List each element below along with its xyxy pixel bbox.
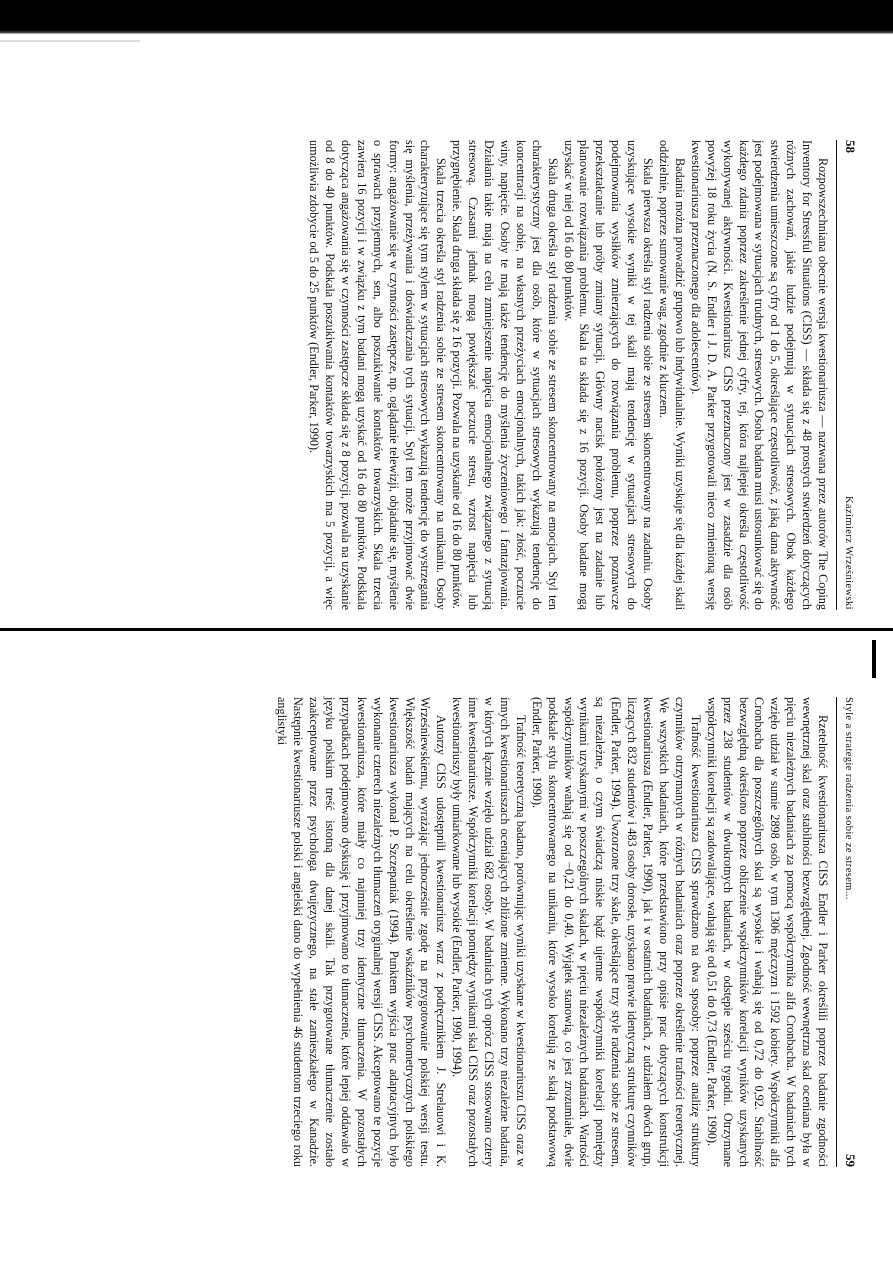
- page-separator: [0, 628, 893, 631]
- paragraph: Skala trzecia określa styl radzenia sobie ze stresem skoncentrowany na unikaniu. Osoby charakteryzujące się tym stylem w sytuacjach stresowych wykazują tendencję do wystrzegania się myślenia, przeżywania i doświadczania tych sytuacji. Styl ten może przyjmować dwie formy: angażowanie się w czynności zastępcze, np. oglądanie telewizji, objadanie się, myślenie o sprawach przyjemnych, sen, albo poszukiwanie kontaktów towarzyskich. Skala trzecia zawiera 16 pozycji i w związku z tym badani mogą uzyskać od 16 do 80 punktów. Podskala dotycząca angażowania się w czynności zastępcze składa się z 8 pozycji, pozwala na uzyskanie od 8 do 40 punktów. Podskala poszukiwania kontaktów towarzyskich ma 5 pozycji, a więc umożliwia zdobycie od 5 do 25 punktów (Endler, Parker, 1990).: [307, 140, 449, 610]
- paragraph: Skala pierwsza określa styl radzenia sobie ze stresem skoncentrowany na zadaniu. Osoby uzyskujące wysokie wyniki w tej skali mają tendencję w sytuacjach stresowych do podejmowania wysiłków zmierzających do rozwiązania problemu, poprzez poznawcze przekształcanie lub próby zmiany sytuacji. Główny nacisk położony jest na zadanie lub planowanie rozwiązania problemu. Skala ta składa się z 16 pozycji. Osoby badane mogą uzyskać w niej od 16 do 80 punktów.: [561, 140, 656, 610]
- running-head: Style a strategie radzenia sobie ze stresem...: [843, 697, 854, 900]
- paragraph: Autorzy CISS udostępnili kwestionariusz wraz z podręcznikiem J. Strelauowi i K. Wrześniewskiemu, wyrażając jednocześnie zgodę na przygotowanie polskiej wersji testu. Większość badań mających na celu określenie wskaźników psychometrycznych polskiego kwestionariusza wykonał P. Szczepaniak (1994). Punktem wyjścia prac adaptacyjnych było wykonanie czterech niezależnych tłumaczeń oryginalnej wersji CISS. Akceptowano te pozycje kwestionariusza, które miały co najmniej trzy identyczne tłumaczenia. W pozostałych przypadkach podejmowano dyskusję i przyjmowano to tłumaczenie, które lepiej oddawało w języku polskim treść istotną dla danej skali. Tak przygotowane tłumaczenie zostało zaakceptowane przez psychologa dwujęzycznego, na stałe zamieszkałego w Kanadzie. Następnie kwestionariusze polski i angielski dano do wypełnienia 46 studentom trzeciego roku anglistyki: [275, 697, 449, 1167]
- page-58: [43, 140, 858, 610]
- scanner-edge-bar: [0, 0, 893, 34]
- page-number: 58: [843, 140, 858, 153]
- paragraph: Trafność kwestionariusza CISS sprawdzano na dwa sposoby: poprzez analizę struktury czynników otrzymanych w różnych badaniach oraz poprzez określenie trafności teoretycznej. We wszystkich badaniach, które przedstawiono przy opisie prac dotyczących konstrukcji kwestionariusza (Endler, Parker, 1990), jak i w ostatnich badaniach, z udziałem dwóch grup, liczących 832 studentów i 483 osoby dorosłe, uzyskano prawie identyczną strukturę czynników (Endler, Parker, 1994). Uwzorzone trzy skale, określające trzy style radzenia sobie ze stresem, są niezależne, o czym świadczą niskie bądź ujemne współczynniki korelacji pomiędzy wynikami uzyskanymi w poszczególnych skalach, w pięciu niezależnych badaniach. Wartości współczynników wahają się od −0,21 do 0,40. Wyjątek stanowią, co jest zrozumiałe, dwie podskale stylu skoncentrowanego na unikaniu, które wysoko korelują ze skalą podstawową (Endler, Parker, 1990).: [529, 697, 703, 1167]
- page-header: [836, 697, 858, 1167]
- scan-artifact: [0, 40, 140, 42]
- paragraph: Rzetelność kwestionariusza CISS Endler i Parker określili poprzez badanie zgodności wewnętrznej skal oraz stabilności bezwzględnej. Zgodność wewnętrzna skal oceniana była w pięciu niezależnych badaniach za pomocą współczynnika alfa Cronbacha. W badaniach tych wzięło udział w sumie 2898 osób, w tym 1306 mężczyzn i 1592 kobiety. Współczynniki alfa Cronbacha dla poszczególnych skal są wysokie i wahają się od 0,72 do 0,92. Stabilność bezwzględną określono poprzez obliczenie współczynników korelacji wyników uzyskanych przez 238 studentów w dwukrotnych badaniach, w odstępie sześciu tygodni. Otrzymane współczynniki korelacji są zadowalające, wahają się od 0,51 do 0,73 (Endler, Parker, 1990).: [704, 697, 831, 1167]
- page-59: [43, 697, 858, 1167]
- scan-mark: [872, 640, 876, 678]
- paragraph: Trafność teoretyczną badano, porównując wyniki uzyskane w kwestionariuszu CISS oraz w innych kwestionariuszach oceniających zbliżone zmienne. Wykonano trzy niezależne badania, w których łącznie wzięło udział 682 osoby. W badaniach tych oprócz CISS stosowano cztery inne kwestionariusze. Współczynniki korelacji pomiędzy wynikami skal CISS oraz pozostałych kwestionariuszy były umiarkowane lub wysokie (Endler, Parker, 1990, 1994).: [450, 697, 528, 1167]
- paragraph: Rozpowszechniana obecnie wersja kwestionariusza — nazwana przez autorów The Coping Inventory for Stressful Situations (CISS) — składa się z 48 prostych stwierdzeń dotyczących różnych zachowań, jakie ludzie podejmują w sytuacjach stresowych. Obok każdego stwierdzenia umieszczone są cyfry od 1 do 5, określające częstotliwość, z jaką dana aktywność jest podejmowana w sytuacjach trudnych, stresowych. Osoba badana musi ustosunkować się do każdego zdania poprzez zakreślenie jednej cyfry, tej, która najlepiej określa częstotliwość wykonywanej aktywności. Kwestionariusz CISS przeznaczony jest w zasadzie dla osób powyżej 18 roku życia (N. S. Endler i J. D. A. Parker przygotowali nieco zmienioną wersję kwestionariusza przeznaczonego dla adolescentów).: [688, 140, 831, 610]
- page-header: [836, 140, 858, 610]
- running-head: Kazimierz Wrześniewski: [843, 495, 854, 610]
- paragraph: Badania można prowadzić grupowo lub indywidualnie. Wyniki uzyskuje się dla każdej skali oddzielnie, poprzez sumowanie wag, zgodnie z kluczem.: [657, 140, 687, 610]
- page-number: 59: [843, 1154, 858, 1167]
- paragraph: Skala druga określa styl radzenia sobie ze stresem skoncentrowany na emocjach. Styl ten charakterystyczny jest dla osób, które w sytuacjach stresowych wykazują tendencję do koncentracji na sobie, na własnych przeżyciach emocjonalnych, takich jak: złość, poczucie winy, napięcie. Osoby te mają także tendencję do myślenia życzeniowego i fantazjowania. Działania takie mają na celu zmniejszenie napięcia emocjonalnego związanego z sytuacją stresową. Czasami jednak mogą powiększać poczucie stresu, wzrost napięcia lub przygnębienie. Skala druga składa się z 16 pozycji. Pozwala na uzyskanie od 16 do 80 punktów.: [450, 140, 560, 610]
